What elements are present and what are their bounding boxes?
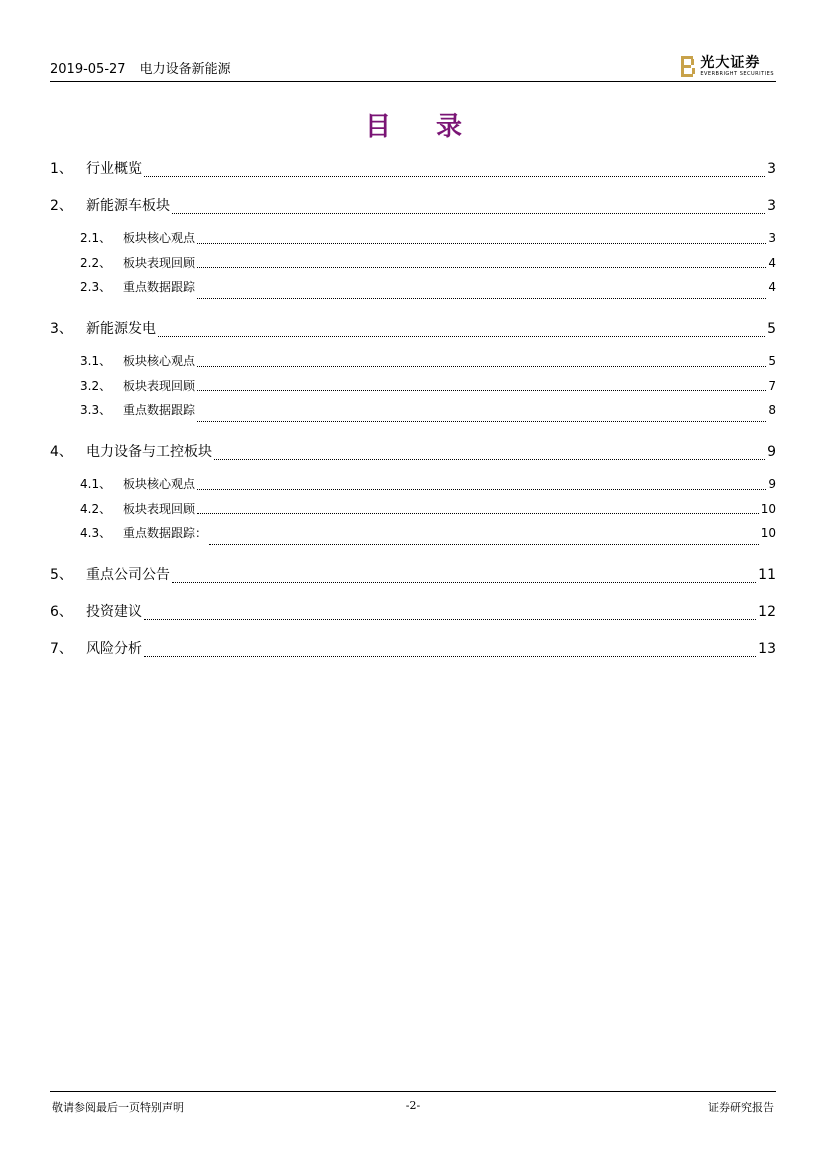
toc-entry[interactable] [50, 560, 776, 597]
toc-subentry-label: 板块核心观点 [123, 231, 196, 245]
logo-en-text: EVERBRIGHT SECURITIES [700, 71, 774, 77]
toc-subentry[interactable] [50, 228, 776, 253]
toc-entry-label: 新能源发电 [86, 321, 156, 337]
toc-entry-label: 电力设备与工控板块 [86, 444, 212, 460]
toc-subentry-number: 2.1、 [80, 231, 112, 245]
toc-entry[interactable] [50, 191, 776, 228]
toc-title: 目 录 [364, 112, 481, 142]
toc-entry[interactable] [50, 154, 776, 191]
toc-subentry-page: 4 [768, 280, 776, 294]
toc-subentry-page: 7 [768, 378, 776, 393]
toc-leader [197, 366, 766, 367]
toc-leader [158, 336, 765, 337]
toc-entry-page: 9 [767, 444, 776, 460]
footer-report-type: 证券研究报告 [708, 1101, 774, 1114]
header-left [50, 58, 231, 77]
toc-leader [172, 582, 756, 583]
toc-subentry-label: 板块核心观点 [123, 354, 196, 368]
toc-leader [197, 267, 766, 268]
toc-subentry-number: 3.2、 [80, 378, 112, 393]
toc-entry[interactable] [50, 437, 776, 474]
toc-subentry-page: 9 [768, 477, 776, 491]
toc-subentry[interactable] [50, 253, 776, 278]
toc-entry-page: 3 [767, 161, 776, 177]
toc-subentry-label: 板块核心观点 [123, 477, 196, 491]
toc-leader [197, 489, 766, 490]
toc-entry[interactable] [50, 314, 776, 351]
toc-leader [144, 656, 756, 657]
report-sector: 电力设备新能源 [139, 62, 231, 77]
toc-subentry[interactable] [50, 400, 776, 437]
toc-entry[interactable] [50, 634, 776, 671]
toc-subentry[interactable] [50, 351, 776, 376]
page-footer [50, 1091, 776, 1121]
toc-entry-number: 6、 [50, 604, 73, 620]
toc-subentry-number: 4.1、 [80, 477, 112, 491]
toc-entry-label: 新能源车板块 [86, 198, 170, 214]
toc-subentry-number: 4.2、 [80, 501, 112, 516]
toc-subentry-page: 10 [760, 501, 776, 516]
toc-entry-number: 4、 [50, 444, 73, 460]
toc-subentry[interactable] [50, 277, 776, 314]
toc-leader [197, 243, 766, 244]
footer-disclaimer: 敬请参阅最后一页特别声明 [52, 1101, 184, 1114]
toc-subentry-label: 板块表现回顾 [123, 255, 196, 270]
toc-subentry-page: 10 [760, 526, 776, 540]
toc-subentry-page: 4 [768, 255, 776, 270]
everbright-logo-icon [681, 56, 696, 77]
toc-entry-label: 重点公司公告 [86, 567, 170, 583]
toc-subentry-page: 3 [768, 231, 776, 245]
report-date: 2019-05-27 [50, 62, 126, 77]
table-of-contents [50, 154, 776, 671]
toc-leader [209, 544, 759, 545]
toc-subentry[interactable] [50, 376, 776, 401]
toc-leader [197, 298, 766, 299]
toc-entry-number: 2、 [50, 198, 73, 214]
toc-entry-page: 11 [758, 567, 776, 583]
toc-entry-page: 5 [767, 321, 776, 337]
toc-entry-number: 7、 [50, 641, 73, 657]
toc-leader [197, 513, 759, 514]
toc-subentry-label: 板块表现回顾 [123, 501, 196, 516]
toc-leader [197, 390, 766, 391]
toc-subentry-page: 8 [768, 403, 776, 417]
toc-subentry-label: 重点数据跟踪： [123, 526, 208, 540]
company-logo [681, 56, 774, 77]
toc-entry-page: 12 [758, 604, 776, 620]
logo-cn-text: 光大证券 [700, 55, 761, 71]
toc-subentry-number: 2.2、 [80, 255, 112, 270]
toc-subentry-number: 2.3、 [80, 280, 112, 294]
toc-entry-page: 13 [758, 641, 776, 657]
toc-entry-label: 风险分析 [86, 641, 142, 657]
toc-subentry-number: 3.3、 [80, 403, 112, 417]
toc-entry-label: 行业概览 [86, 161, 142, 177]
toc-subentry-label: 重点数据跟踪 [123, 280, 196, 294]
toc-subentry-label: 板块表现回顾 [123, 378, 196, 393]
toc-subentry-number: 4.3、 [80, 526, 112, 540]
toc-subentry[interactable] [50, 474, 776, 499]
toc-subentry[interactable] [50, 499, 776, 524]
toc-leader [144, 176, 765, 177]
toc-entry-label: 投资建议 [86, 604, 142, 620]
footer-page-number: -2- [405, 1099, 421, 1112]
toc-entry[interactable] [50, 597, 776, 634]
toc-subentry[interactable] [50, 523, 776, 560]
toc-subentry-page: 5 [768, 354, 776, 368]
toc-subentry-label: 重点数据跟踪 [123, 403, 196, 417]
toc-subentry-number: 3.1、 [80, 354, 112, 368]
toc-entry-number: 3、 [50, 321, 73, 337]
toc-leader [144, 619, 756, 620]
toc-leader [197, 421, 766, 422]
toc-entry-number: 5、 [50, 567, 73, 583]
page-header [50, 56, 776, 82]
toc-leader [214, 459, 765, 460]
toc-entry-number: 1、 [50, 161, 73, 177]
toc-leader [172, 213, 765, 214]
toc-entry-page: 3 [767, 198, 776, 214]
